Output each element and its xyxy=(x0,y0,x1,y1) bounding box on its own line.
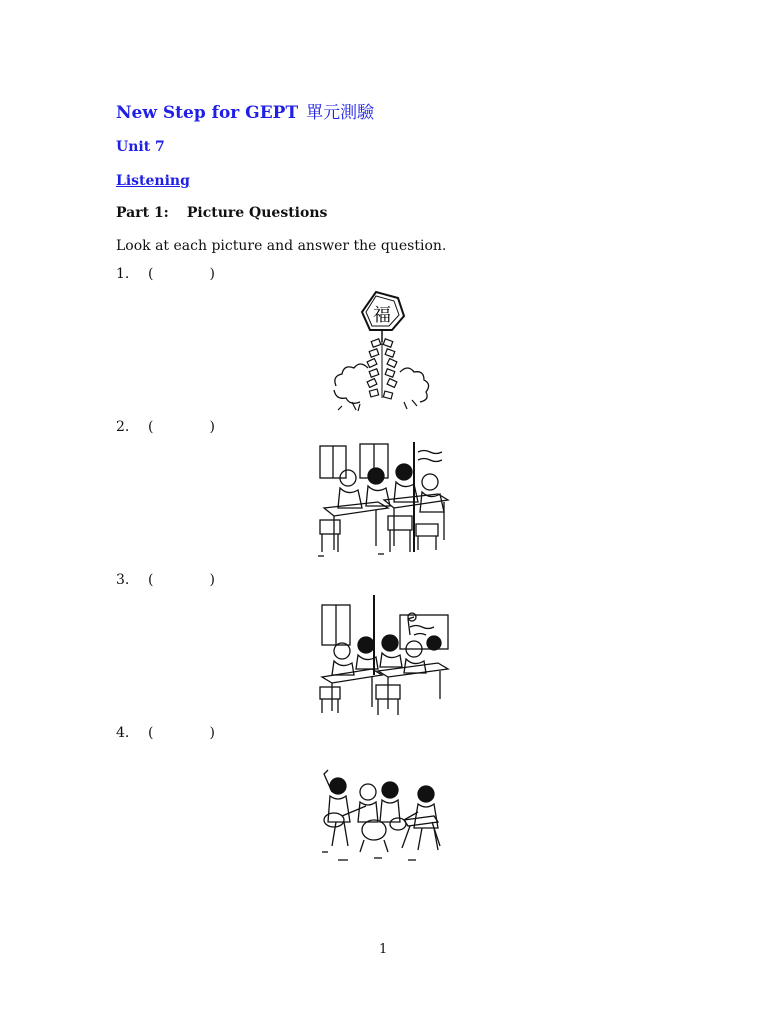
answer-close-paren: ) xyxy=(209,725,215,741)
answer-close-paren: ) xyxy=(209,266,215,282)
answer-open-paren: ( xyxy=(148,572,154,588)
part-name: Picture Questions xyxy=(186,205,328,221)
title-text: New Step for GEPT xyxy=(116,103,299,123)
page-title xyxy=(116,98,374,123)
listening-link[interactable]: Listening xyxy=(116,173,190,189)
part-label: Part 1: xyxy=(116,205,169,221)
question-number: 1. xyxy=(116,266,130,282)
unit-heading: Unit 7 xyxy=(116,139,165,155)
fu-character: 福 xyxy=(373,305,391,326)
question-3 xyxy=(116,572,215,588)
page-number: 1 xyxy=(379,942,388,957)
answer-close-paren: ) xyxy=(209,419,215,435)
classroom-talking-picture xyxy=(318,442,450,560)
question-2 xyxy=(116,419,215,435)
question-4 xyxy=(116,725,215,741)
answer-open-paren: ( xyxy=(148,419,154,435)
band-playing-picture xyxy=(318,768,450,868)
part-heading xyxy=(116,205,327,221)
firecracker-picture xyxy=(330,290,430,412)
title-cjk-text: 單元測驗 xyxy=(306,103,375,123)
answer-open-paren: ( xyxy=(148,266,154,282)
question-number: 2. xyxy=(116,419,130,435)
question-number: 3. xyxy=(116,572,130,588)
question-number: 4. xyxy=(116,725,130,741)
answer-open-paren: ( xyxy=(148,725,154,741)
answer-close-paren: ) xyxy=(209,572,215,588)
classroom-raised-hand-picture xyxy=(318,595,450,717)
question-1 xyxy=(116,266,215,282)
instruction-text: Look at each picture and answer the question. xyxy=(116,238,447,254)
